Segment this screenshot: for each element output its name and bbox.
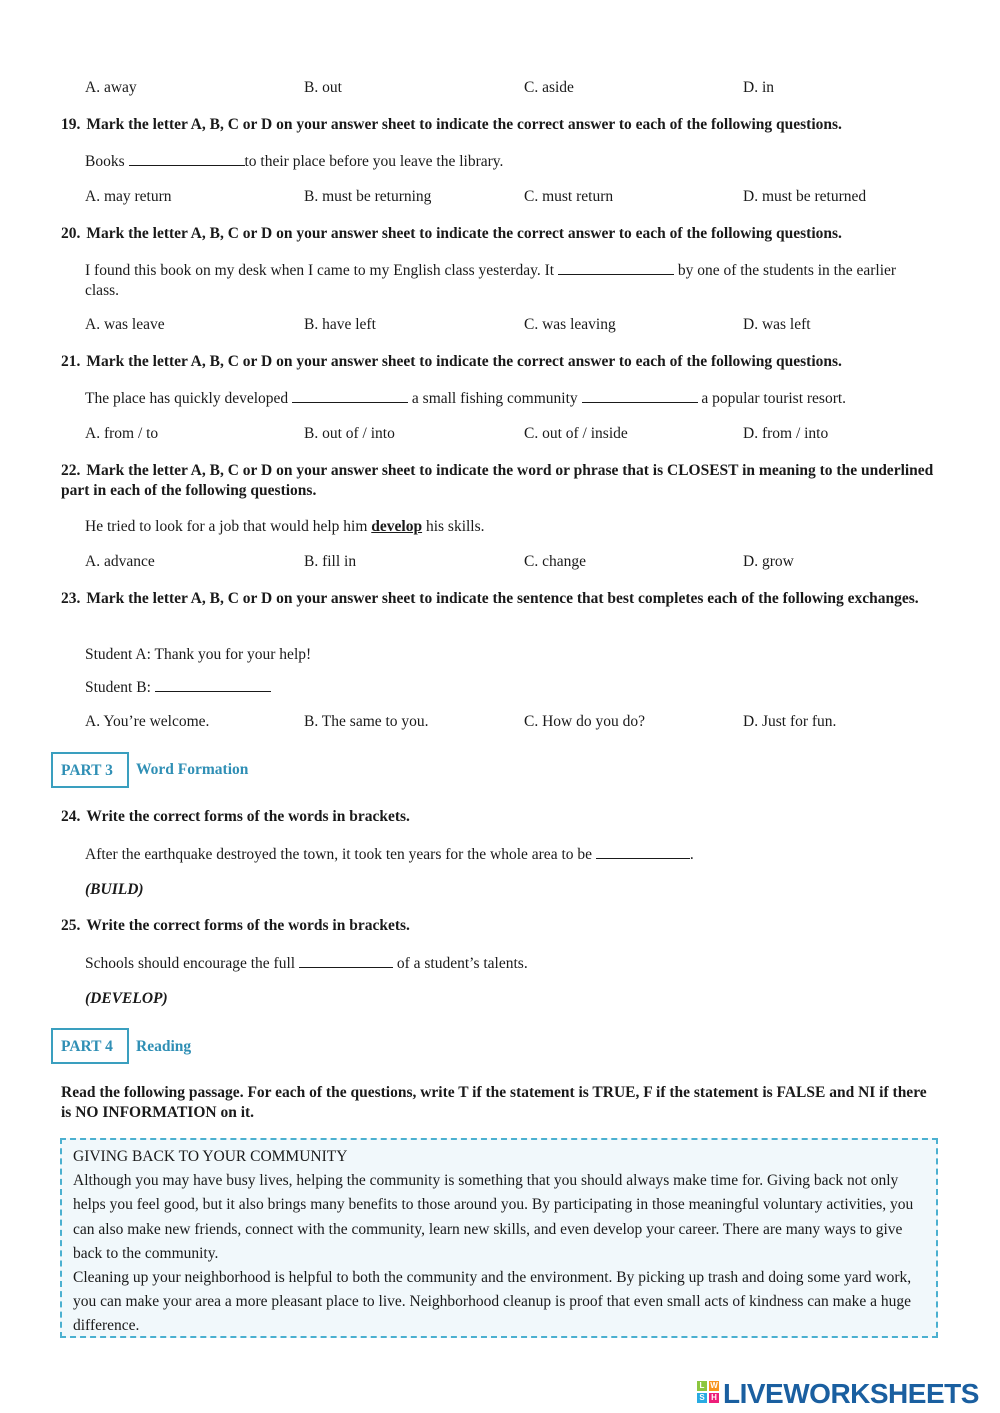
q20-stem bbox=[85, 260, 915, 301]
part4-label-box bbox=[51, 1028, 129, 1064]
q23-option-b[interactable]: B. The same to you. bbox=[304, 713, 429, 730]
q23-instruction bbox=[61, 589, 936, 609]
q25-blank[interactable] bbox=[299, 953, 393, 968]
q20-option-d[interactable]: D. was left bbox=[743, 316, 811, 333]
q20-stem-before: I found this book on my desk when I came to my English class yesterday. It bbox=[85, 262, 558, 279]
q23-instruction-text: Mark the letter A, B, C or D on your answer sheet to indicate the sentence that best completes each of the following exchanges. bbox=[86, 590, 919, 607]
q22-stem bbox=[85, 517, 935, 537]
q19-stem bbox=[85, 151, 935, 172]
q18-option-c[interactable]: C. aside bbox=[524, 79, 574, 96]
q23-line-b bbox=[85, 677, 935, 698]
q20-option-a[interactable]: A. was leave bbox=[85, 316, 165, 333]
q19-blank[interactable] bbox=[129, 151, 245, 166]
q23-number: 23. bbox=[61, 590, 81, 607]
q23-option-a[interactable]: A. You’re welcome. bbox=[85, 713, 210, 730]
passage-paragraph-2: Cleaning up your neighborhood is helpful to both the community and the environment. By picking up trash and doing some yard work, you can make your area a more pleasant place to live. Neighborhood cleanup is proof that even small acts of kindness can make a huge difference. bbox=[73, 1269, 912, 1335]
q21-instruction-text: Mark the letter A, B, C or D on your answer sheet to indicate the correct answer to each of the following questions. bbox=[86, 353, 842, 370]
part4-title: Reading bbox=[136, 1038, 192, 1055]
q23-option-c[interactable]: C. How do you do? bbox=[524, 713, 645, 730]
q21-stem-3: a popular tourist resort. bbox=[697, 390, 847, 407]
q22-instruction-text: Mark the letter A, B, C or D on your answer sheet to indicate the word or phrase that is CLOSEST in meaning to the underlined part in each of the following questions. bbox=[61, 462, 934, 499]
part3-title: Word Formation bbox=[136, 761, 249, 778]
q22-option-b[interactable]: B. fill in bbox=[304, 553, 357, 570]
q19-stem-before: Books bbox=[85, 153, 129, 170]
q18-option-b[interactable]: B. out bbox=[304, 79, 342, 96]
q20-option-b[interactable]: B. have left bbox=[304, 316, 376, 333]
q25-stem-before: Schools should encourage the full bbox=[85, 955, 299, 972]
q21-instruction bbox=[61, 352, 936, 372]
q22-option-d[interactable]: D. grow bbox=[743, 553, 794, 570]
q19-option-a[interactable]: A. may return bbox=[85, 188, 172, 205]
q24-number: 24. bbox=[61, 808, 81, 825]
q19-option-c[interactable]: C. must return bbox=[524, 188, 614, 205]
q24-instruction-text: Write the correct forms of the words in brackets. bbox=[86, 808, 410, 825]
q21-stem bbox=[85, 388, 935, 409]
q25-instruction bbox=[61, 916, 936, 936]
logo-block-s: S bbox=[697, 1393, 707, 1403]
q22-underlined-word: develop bbox=[371, 518, 423, 535]
q20-option-c[interactable]: C. was leaving bbox=[524, 316, 616, 333]
q24-hint: (BUILD) bbox=[85, 881, 144, 898]
q21-stem-2: a small fishing community bbox=[408, 390, 582, 407]
q18-option-a[interactable]: A. away bbox=[85, 79, 137, 96]
passage-title: GIVING BACK TO YOUR COMMUNITY bbox=[73, 1148, 348, 1165]
q21-blank-1[interactable] bbox=[292, 388, 408, 403]
q25-number: 25. bbox=[61, 917, 81, 934]
q20-instruction bbox=[61, 224, 936, 244]
q21-option-c[interactable]: C. out of / inside bbox=[524, 425, 628, 442]
q20-instruction-text: Mark the letter A, B, C or D on your answer sheet to indicate the correct answer to each of the following questions. bbox=[86, 225, 842, 242]
q24-stem-before: After the earthquake destroyed the town, it took ten years for the whole area to be bbox=[85, 846, 596, 863]
q24-blank[interactable] bbox=[596, 844, 690, 859]
q22-stem-before: He tried to look for a job that would help him bbox=[85, 518, 372, 535]
logo-block-l: L bbox=[697, 1381, 707, 1391]
q23-blank[interactable] bbox=[155, 677, 271, 692]
q21-option-a[interactable]: A. from / to bbox=[85, 425, 159, 442]
logo-icon bbox=[697, 1381, 721, 1405]
q20-stem-after: by one of the students in the earlier class. bbox=[85, 262, 897, 299]
q20-number: 20. bbox=[61, 225, 81, 242]
q25-hint: (DEVELOP) bbox=[85, 990, 168, 1007]
q24-stem-after: . bbox=[689, 846, 694, 863]
q23-option-d[interactable]: D. Just for fun. bbox=[743, 713, 837, 730]
q25-instruction-text: Write the correct forms of the words in brackets. bbox=[86, 917, 410, 934]
part3-label: PART 3 bbox=[61, 762, 113, 779]
q25-stem bbox=[85, 953, 935, 974]
logo-block-h: H bbox=[709, 1393, 719, 1403]
q23-line-a: Student A: Thank you for your help! bbox=[85, 646, 312, 663]
q21-option-d[interactable]: D. from / into bbox=[743, 425, 829, 442]
part3-label-box bbox=[51, 752, 129, 788]
q22-stem-after: his skills. bbox=[422, 518, 485, 535]
q22-number: 22. bbox=[61, 462, 81, 479]
q25-stem-after: of a student’s talents. bbox=[392, 955, 528, 972]
part4-label: PART 4 bbox=[61, 1038, 113, 1055]
q19-number: 19. bbox=[61, 116, 81, 133]
reading-passage bbox=[60, 1138, 938, 1338]
q21-number: 21. bbox=[61, 353, 81, 370]
q21-blank-2[interactable] bbox=[582, 388, 698, 403]
q19-instruction-text: Mark the letter A, B, C or D on your answer sheet to indicate the correct answer to each of the following questions. bbox=[86, 116, 842, 133]
q22-option-a[interactable]: A. advance bbox=[85, 553, 155, 570]
q21-stem-1: The place has quickly developed bbox=[85, 390, 293, 407]
q22-instruction bbox=[61, 461, 936, 501]
logo-block-w: W bbox=[710, 1381, 718, 1390]
q21-option-b[interactable]: B. out of / into bbox=[304, 425, 395, 442]
q19-stem-after: to their place before you leave the library. bbox=[244, 153, 504, 170]
q22-option-c[interactable]: C. change bbox=[524, 553, 586, 570]
reading-instruction: Read the following passage. For each of the questions, write T if the statement is TRUE, F if the statement is FALSE and NI if there is NO INFORMATION on it. bbox=[61, 1084, 927, 1121]
passage-paragraph-1: Although you may have busy lives, helping the community is something that you should always make time for. Giving back not only helps you feel good, but it also brings many benefits to those around you. By participating in those meaningful voluntary activities, you can also make new friends, connect with the community, learn new skills, and even develop your career. There are many ways to give back to the community. bbox=[73, 1172, 914, 1262]
q19-instruction bbox=[61, 115, 936, 135]
q23-line-b-label: Student B: bbox=[85, 679, 155, 696]
q20-blank[interactable] bbox=[558, 260, 674, 275]
q19-option-b[interactable]: B. must be returning bbox=[304, 188, 432, 205]
q19-option-d[interactable]: D. must be returned bbox=[743, 188, 867, 205]
q18-option-d[interactable]: D. in bbox=[743, 79, 774, 96]
logo-text: LIVEWORKSHEETS bbox=[723, 1378, 979, 1409]
q24-instruction bbox=[61, 807, 936, 827]
q24-stem bbox=[85, 844, 935, 865]
